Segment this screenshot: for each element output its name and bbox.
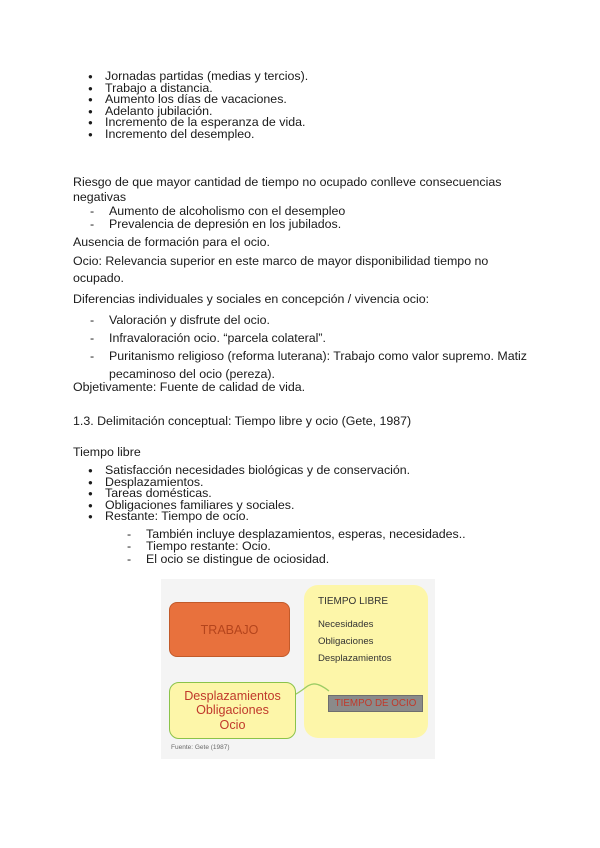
list-item: ● Trabajo a distancia. (88, 83, 308, 95)
left-box-line: Ocio (219, 717, 246, 732)
tl-item-necesidades: Necesidades (318, 619, 374, 630)
list-item: - El ocio se distingue de ociosidad. (127, 553, 466, 565)
ausencia-text: Ausencia de formación para el ocio. (73, 235, 270, 249)
tiempo-de-ocio-tag: TIEMPO DE OCIO (328, 695, 423, 712)
list-item: ● Adelanto jubilación. (88, 106, 308, 118)
diagram-source: Fuente: Gete (1987) (171, 744, 230, 751)
tiempo-libre-title: TIEMPO LIBRE (318, 596, 389, 607)
list-item: - Infravaloración ocio. “parcela colateral”. (90, 329, 527, 347)
list-item: - Puritanismo religioso (reforma luterana): Trabajo como valor supremo. Matiz (90, 347, 527, 365)
list-item: - También incluye desplazamientos, esperas, necesidades.. (127, 528, 466, 540)
left-box-line: Desplazamientos (184, 688, 281, 703)
tl-item-desplazamientos: Desplazamientos (318, 653, 392, 664)
list-item: ● Desplazamientos. (88, 477, 410, 489)
left-box-line: Obligaciones (196, 703, 269, 718)
ocio-components-box (169, 682, 296, 739)
list-item: ● Incremento del desempleo. (88, 129, 308, 141)
list-item: ● Tareas domésticas. (88, 488, 410, 500)
risk-list (90, 205, 345, 230)
list-item: ● Obligaciones familiares y sociales. (88, 500, 410, 512)
list-item: ● Satisfacción necesidades biológicas y de conservación. (88, 465, 410, 477)
tiempo-libre-list (88, 465, 410, 523)
list-item: ● Incremento de la esperanza de vida. (88, 117, 308, 129)
diferencias-list (90, 311, 527, 383)
section-heading: 1.3. Delimitación conceptual: Tiempo libre y ocio (Gete, 1987) (73, 414, 412, 428)
list-item: - Valoración y disfrute del ocio. (90, 311, 527, 329)
tiempo-libre-heading: Tiempo libre (73, 445, 141, 459)
list-item: ● Aumento los días de vacaciones. (88, 94, 308, 106)
top-bullet-list (88, 71, 308, 141)
trabajo-label: TRABAJO (200, 622, 259, 637)
tiempo-libre-diagram (161, 579, 435, 759)
tiempo-libre-sublist (127, 528, 466, 565)
list-item: - Aumento de alcoholismo con el desempleo (90, 205, 345, 218)
list-item: - Prevalencia de depresión en los jubilados. (90, 218, 345, 231)
list-item: - Tiempo restante: Ocio. (127, 540, 466, 552)
list-item: ● Jornadas partidas (medias y tercios). (88, 71, 308, 83)
list-item: pecaminoso del ocio (pereza). (109, 367, 275, 381)
tl-item-obligaciones: Obligaciones (318, 636, 374, 647)
diferencias-intro: Diferencias individuales y sociales en concepción / vivencia ocio: (73, 292, 430, 306)
ocio-relevancia-text: Ocio: Relevancia superior en este marco de mayor disponibilidad tiempo no ocupado. (73, 254, 489, 285)
list-item: ● Restante: Tiempo de ocio. (88, 511, 410, 523)
risk-intro: Riesgo de que mayor cantidad de tiempo no ocupado conlleve consecuencias negativas (73, 175, 502, 204)
objetivamente-text: Objetivamente: Fuente de calidad de vida. (73, 380, 306, 394)
